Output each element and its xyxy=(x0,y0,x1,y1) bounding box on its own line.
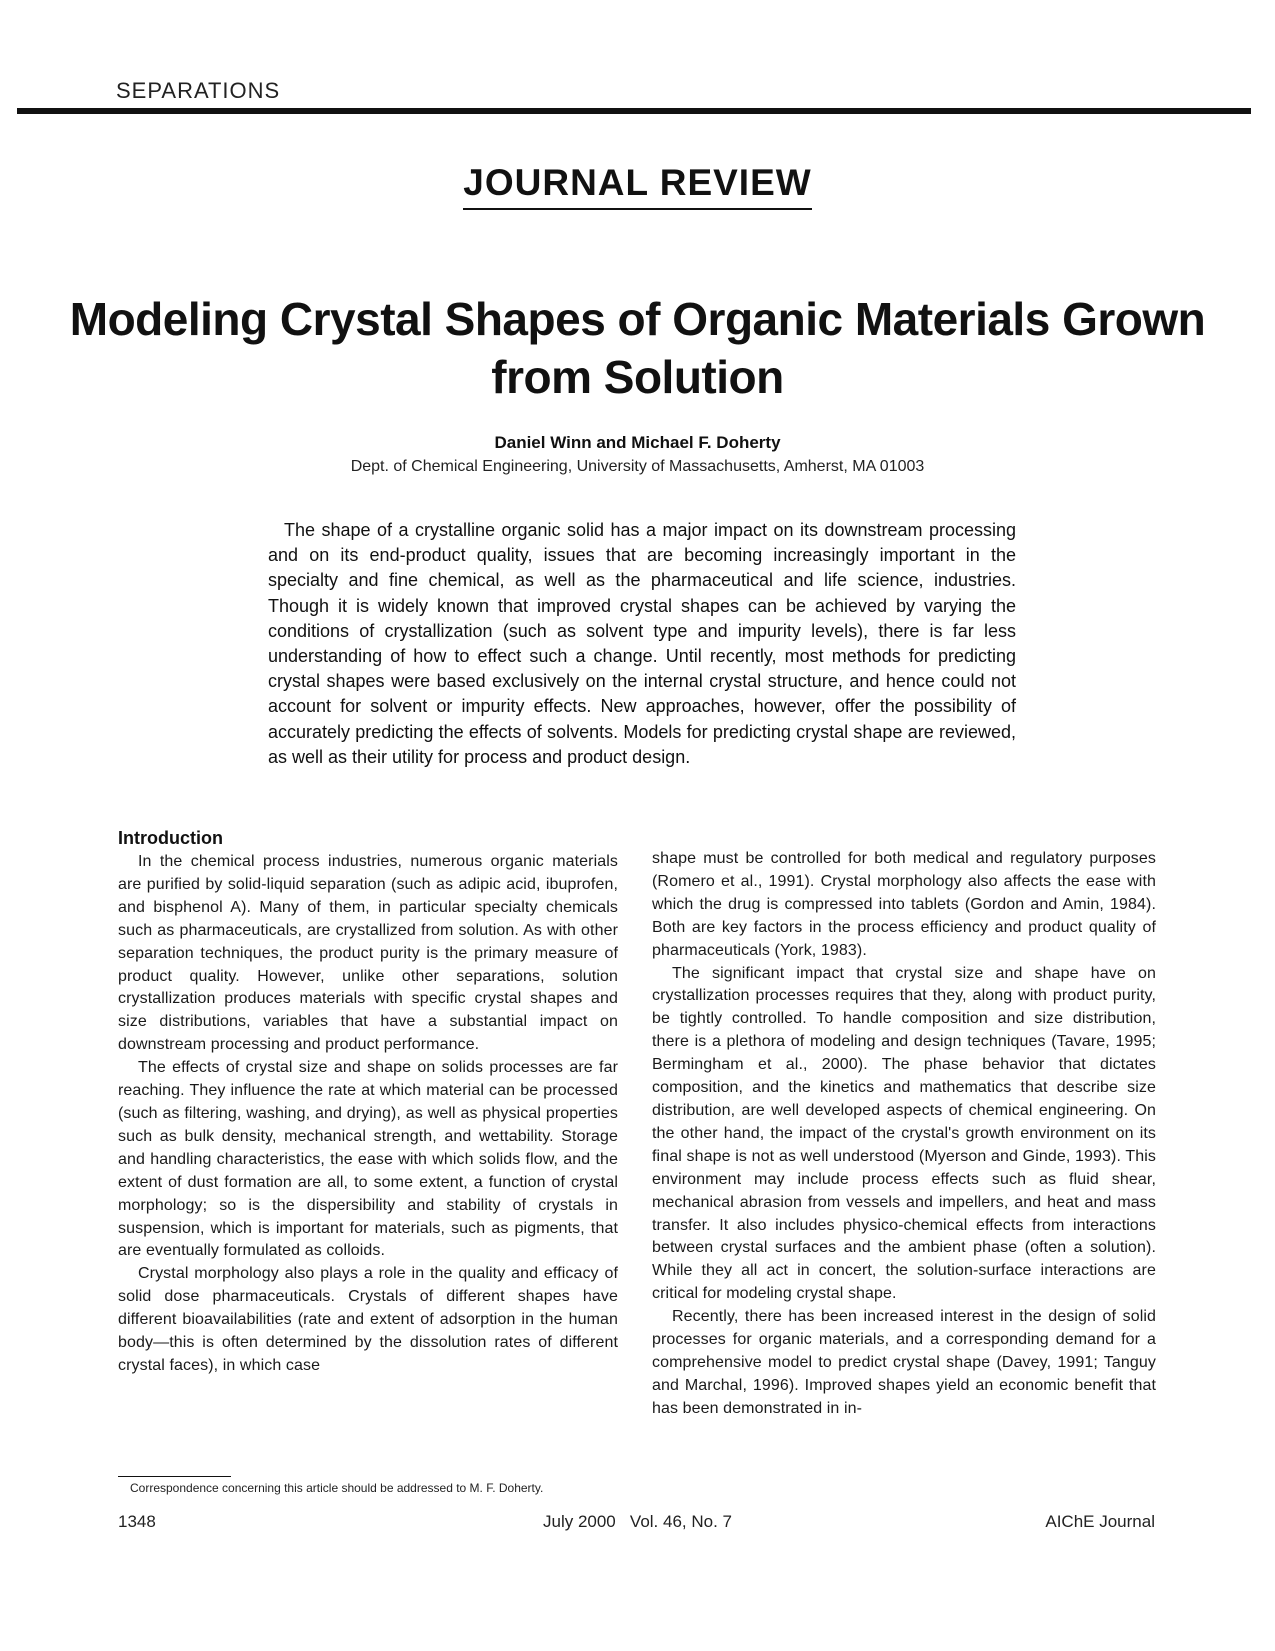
footnote-rule xyxy=(118,1476,231,1477)
page-number: 1348 xyxy=(118,1512,156,1531)
paragraph: The effects of crystal size and shape on solids processes are far reaching. They influence the rate at which material can be processed (such as filtering, washing, and drying), as well as physical properties such as bulk density, mechanical strength, and wettability. Storage and handling characteristics, the ease with which solids flow, and the extent of dust formation are all, to some extent, a function of crystal morphology; so is the dispersibility and stability of crystals in suspension, which is important for materials, such as pigments, that are eventually formulated as colloids. xyxy=(118,1059,618,1260)
paragraph: shape must be controlled for both medical and regulatory purposes (Romero et al., 1991). Crystal morphology also affects the ease with which the drug is compressed into tablets (Gordon and Amin, 1984). Both are key factors in the process efficiency and product quality of pharmaceuticals (York, 1983). xyxy=(652,850,1156,959)
right-column xyxy=(652,848,1156,1421)
top-rule xyxy=(17,108,1251,114)
paragraph: In the chemical process industries, numerous organic materials are purified by solid-liquid separation (such as adipic acid, ibuprofen, and bisphenol A). Many of them, in particular specialty chemicals such as pharmaceuticals, are crystallized from solution. As with other separation techniques, the product purity is the primary measure of product quality. However, unlike other separations, solution crystallization produces materials with specific crystal shapes and size distributions, variables that have a substantial impact on downstream processing and product performance. xyxy=(118,853,618,1054)
footnote: Correspondence concerning this article should be addressed to M. F. Doherty. xyxy=(130,1481,544,1495)
paragraph: The significant impact that crystal size and shape have on crystallization processes requires that they, along with product purity, be tightly controlled. To handle composition and size distribution, there is a plethora of modeling and design techniques (Tavare, 1995; Bermingham et al., 2000). The phase behavior that dictates composition, and the kinetics and mathematics that describe size distribution, are well developed aspects of chemical engineering. On the other hand, the impact of the crystal's growth environment on its final shape is not as well understood (Myerson and Ginde, 1993). This environment may include process effects such as fluid shear, mechanical abrasion from vessels and impellers, and heat and mass transfer. It also includes physico-chemical effects from interactions between crystal surfaces and the ambient phase (often a solution). While they all act in concert, the solution-surface interactions are critical for modeling crystal shape. xyxy=(652,964,1156,1303)
section-label: SEPARATIONS xyxy=(116,78,281,103)
paragraph: Recently, there has been increased interest in the design of solid processes for organic materials, and a corresponding demand for a comprehensive model to predict crystal shape (Davey, 1991; Tanguy and Marchal, 1996). Improved shapes yield an economic benefit that has been demonstrated in in- xyxy=(652,1308,1156,1417)
affiliation: Dept. of Chemical Engineering, University of Massachusetts, Amherst, MA 01003 xyxy=(350,458,925,475)
authors: Daniel Winn and Michael F. Doherty xyxy=(494,433,781,452)
review-heading xyxy=(0,162,1275,210)
introduction-heading: Introduction xyxy=(118,828,223,848)
abstract: The shape of a crystalline organic solid has a major impact on its downstream processing and on its end-product quality, issues that are becoming increasingly important in the specialty and fine chemical, as well as the pharmaceutical and life science, industries. Though it is widely known that improved crystal shapes can be achieved by varying the conditions of crystallization (such as solvent type and impurity levels), there is far less understanding of how to effect such a change. Until recently, most methods for predicting crystal shapes were based exclusively on the internal crystal structure, and hence could not account for solvent or impurity effects. New approaches, however, offer the possibility of accurately predicting the effects of solvents. Models for predicting crystal shape are reviewed, as well as their utility for process and product design. xyxy=(268,520,1016,767)
paragraph: Crystal morphology also plays a role in the quality and efficacy of solid dose pharmaceuticals. Crystals of different shapes have different bioavailabilities (rate and extent of adsorption in the human body—this is often determined by the dissolution rates of different crystal faces), in which case xyxy=(118,1265,618,1374)
journal-name: AIChE Journal xyxy=(1045,1512,1155,1531)
review-label: JOURNAL REVIEW xyxy=(463,162,811,210)
left-column xyxy=(118,828,618,1378)
issue-info: July 2000 Vol. 46, No. 7 xyxy=(542,1512,732,1531)
article-title: Modeling Crystal Shapes of Organic Materials Grown from Solution xyxy=(69,293,1206,403)
